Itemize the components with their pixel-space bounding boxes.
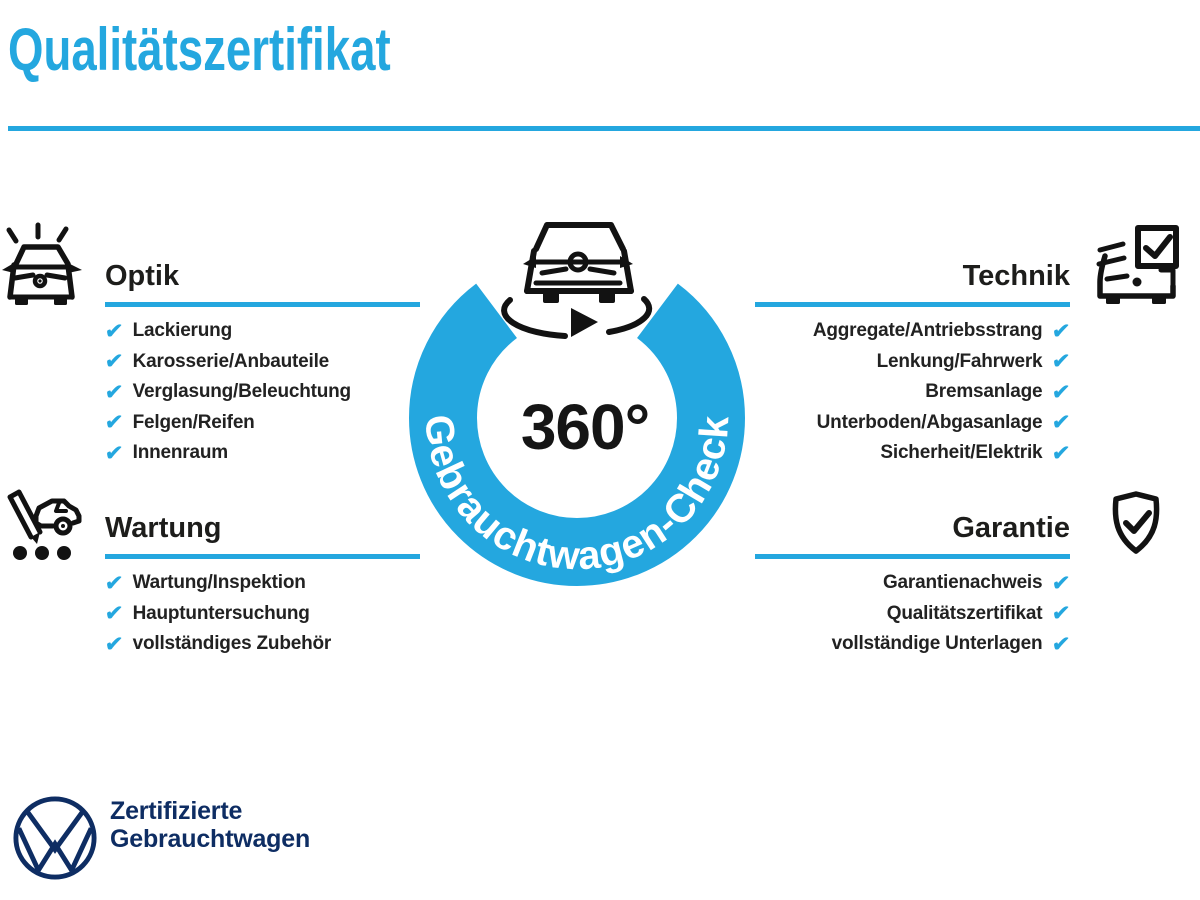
- section-heading: Wartung: [105, 512, 222, 544]
- checklist-item: [105, 599, 420, 630]
- item-label: Unterboden/Abgasanlage: [816, 411, 1043, 433]
- checklist: [105, 568, 420, 660]
- checklist-item: [755, 347, 1070, 378]
- section-wartung: [105, 514, 420, 660]
- item-label: Lackierung: [132, 320, 232, 342]
- heading-rule: [755, 302, 1070, 307]
- checklist: [755, 568, 1070, 660]
- checklist-item: [105, 316, 420, 347]
- item-label: Sicherheit/Elektrik: [880, 442, 1043, 464]
- checklist-item: [105, 629, 420, 660]
- item-label: Aggregate/Antriebsstrang: [812, 320, 1043, 342]
- item-label: Qualitätszertifikat: [886, 602, 1043, 624]
- checklist-item: [755, 408, 1070, 439]
- footer-wordmark: [110, 798, 310, 853]
- check-icon: ✔: [1051, 571, 1072, 595]
- check-icon: ✔: [103, 602, 124, 626]
- item-label: Felgen/Reifen: [132, 411, 255, 433]
- item-label: Innenraum: [132, 442, 228, 464]
- checklist-item: [755, 438, 1070, 469]
- checklist-item: [755, 629, 1070, 660]
- check-icon: ✔: [103, 319, 124, 343]
- check-icon: ✔: [103, 441, 124, 465]
- item-label: Wartung/Inspektion: [132, 572, 306, 594]
- checklist-item: [105, 568, 420, 599]
- 360-check-badge: [395, 205, 765, 605]
- check-icon: ✔: [1051, 441, 1072, 465]
- item-label: Verglasung/Beleuchtung: [132, 381, 351, 403]
- item-label: Hauptuntersuchung: [132, 602, 310, 624]
- check-icon: ✔: [1051, 632, 1072, 656]
- checklist: [755, 316, 1070, 469]
- check-icon: ✔: [103, 380, 124, 404]
- checklist-item: [105, 438, 420, 469]
- item-label: Garantienachweis: [882, 572, 1043, 594]
- shield-check-icon: [1104, 488, 1170, 562]
- section-technik: [755, 262, 1070, 469]
- checklist-item: [755, 599, 1070, 630]
- checklist-item: [105, 408, 420, 439]
- check-icon: ✔: [103, 350, 124, 374]
- check-icon: ✔: [1051, 319, 1072, 343]
- car-checklist-icon: [1094, 224, 1180, 310]
- ring-label-curved: Gebrauchtwagen-Check: [416, 412, 738, 579]
- pencil-car-icon: [2, 485, 86, 565]
- footer-line1: Zertifizierte: [110, 797, 243, 825]
- car-rotation-icon: [504, 225, 649, 337]
- check-icon: ✔: [1051, 602, 1072, 626]
- check-icon: ✔: [1051, 411, 1072, 435]
- checklist-item: [105, 377, 420, 408]
- section-heading: Technik: [962, 260, 1070, 292]
- check-icon: ✔: [103, 632, 124, 656]
- heading-rule: [105, 302, 420, 307]
- check-icon: ✔: [103, 411, 124, 435]
- heading-rule: [105, 554, 420, 559]
- check-icon: ✔: [103, 571, 124, 595]
- car-shine-icon: [0, 220, 84, 308]
- section-heading: Garantie: [952, 512, 1070, 544]
- page-title: Qualitätszertifikat: [8, 16, 391, 83]
- checklist-item: [105, 347, 420, 378]
- checklist: [105, 316, 420, 469]
- vw-logo: [12, 795, 98, 881]
- item-label: Karosserie/Anbauteile: [132, 350, 330, 372]
- item-label: Bremsanlage: [925, 381, 1043, 403]
- checklist-item: [755, 316, 1070, 347]
- item-label: vollständige Unterlagen: [831, 633, 1043, 655]
- check-icon: ✔: [1051, 380, 1072, 404]
- degree-label: 360°: [520, 391, 650, 463]
- section-heading: Optik: [105, 260, 180, 292]
- check-icon: ✔: [1051, 350, 1072, 374]
- title-rule: [8, 126, 1200, 131]
- section-optik: [105, 262, 420, 469]
- checklist-item: [755, 377, 1070, 408]
- heading-rule: [755, 554, 1070, 559]
- section-garantie: [755, 514, 1070, 660]
- footer-line2: Gebrauchtwagen: [110, 824, 311, 853]
- checklist-item: [755, 568, 1070, 599]
- item-label: vollständiges Zubehör: [132, 633, 332, 655]
- item-label: Lenkung/Fahrwerk: [876, 350, 1043, 372]
